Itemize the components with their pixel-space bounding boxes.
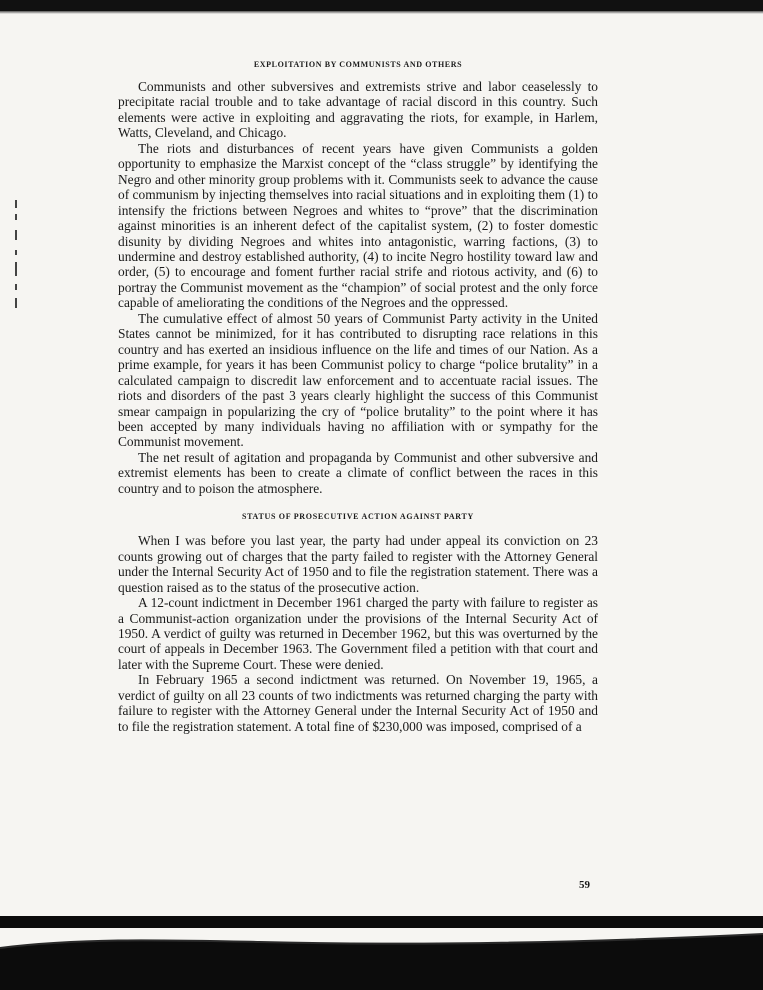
body-text-part-two — [118, 533, 598, 734]
paragraph: The riots and disturbances of recent years have given Communists a golden opportunity to emphasize the Marxist concept of the “class struggle” by identifying the Negro and other minority group problems with it. Communists seek to advance the cause of communism by injecting themselves into racial situations and in exploiting them (1) to intensify the frictions between Negroes and whites to “prove” that the discrimination against minorities is an inherent defect of the capitalist system, (2) to foster domestic disunity by dividing Negroes and whites into antagonistic, warring factions, (3) to undermine and destroy established authority, (4) to incite Negro hostility toward law and order, (5) to encourage and foment further racial strife and riotous activity, and (6) to portray the Communist movement as the “champion” of social protest and the only force capable of ameliorating the conditions of the Negroes and the oppressed. — [118, 140, 598, 311]
paragraph: The cumulative effect of almost 50 years of Communist Party activity in the United States cannot be minimized, for it has contributed to disrupting race relations in this country and has exerted an insidious influence on the life and times of our Nation. As a prime example, for years it has been Communist policy to charge “police brutality” in a calculated campaign to discredit law enforcement and to accentuate racial issues. The riots and disorders of the past 3 years clearly highlight the success of this Communist smear campaign in popularizing the cry of “police brutality” to the point where it has been accepted by many individuals having no affiliation with or sympathy for the Communist movement. — [118, 310, 598, 450]
running-head: EXPLOITATION BY COMMUNISTS AND OTHERS — [253, 60, 463, 69]
scan-margin-marks — [15, 200, 21, 310]
scan-page-edge — [0, 928, 763, 990]
page-number: 59 — [579, 879, 590, 891]
paragraph: Communists and other subversives and extremists strive and labor ceaselessly to precipitate racial trouble and to take advantage of racial discord in this country. Such elements were active in exploiting and aggravating the riots, for example, in Harlem, Watts, Cleveland, and Chicago. — [118, 79, 598, 141]
section-heading: STATUS OF PROSECUTIVE ACTION AGAINST PARTY — [241, 512, 475, 522]
body-text-part-one — [118, 79, 598, 496]
paragraph: When I was before you last year, the party had under appeal its conviction on 23 counts growing out of charges that the party failed to register with the Attorney General under the Internal Security Act of 1950 and to file the registration statement. There was a question raised as to the status of the prosecutive action. — [118, 533, 598, 595]
scan-top-border — [0, 0, 763, 11]
paragraph: The net result of agitation and propaganda by Communist and other subversive and extremist elements has been to create a climate of conflict between the races in this country and to poison the atmosphere. — [118, 449, 598, 496]
paragraph: A 12-count indictment in December 1961 charged the party with failure to register as a Communist-action organization under the provisions of the Internal Security Act of 1950. A verdict of guilty was returned in December 1962, but this was overturned by the court of appeals in December 1963. The Government filed a petition with that court and later with the Supreme Court. These were denied. — [118, 595, 598, 672]
scan-top-shadow — [0, 11, 763, 14]
document-page — [118, 60, 598, 734]
paragraph: In February 1965 a second indictment was returned. On November 19, 1965, a verdict of guilty on all 23 counts of two indictments was returned charging the party with failure to register with the Attorney General under the Internal Security Act of 1950 and to file the registration statement. A total fine of $230,000 was imposed, comprised of a — [118, 672, 598, 734]
